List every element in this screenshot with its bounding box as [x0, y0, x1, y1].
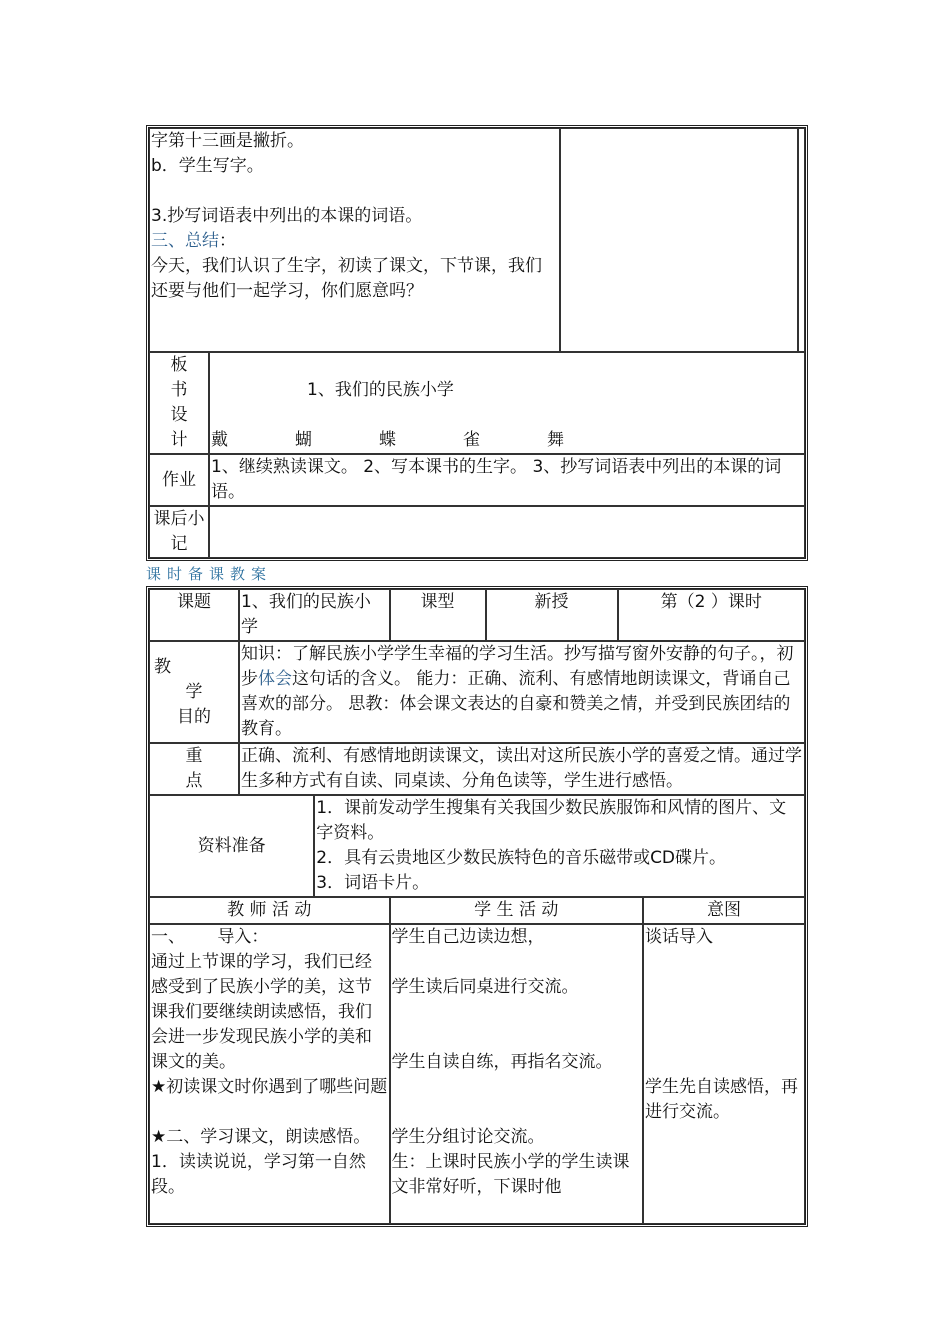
goal-label: 目的	[177, 706, 211, 727]
intent-spacer	[645, 1025, 803, 1050]
board-word: 蝶	[379, 430, 396, 450]
student-text: 学生分组讨论交流。	[391, 1127, 545, 1147]
topic-value: 1、我们的民族小学	[239, 589, 390, 641]
notes-label: 课后小记	[149, 506, 209, 558]
student-text: 学生读后同桌进行交流。	[391, 977, 579, 997]
summary-prefix: 三、	[151, 231, 185, 251]
material-item: 2．具有云贵地区少数民族特色的音乐磁带或CD碟片。	[316, 848, 727, 868]
topic-label: 课题	[149, 589, 239, 641]
student-text: 生：上课时民族小学的学生读课文非常好听，下课时他	[391, 1152, 630, 1197]
header-intent: 意图	[643, 897, 805, 924]
student-spacer	[392, 1100, 641, 1125]
teacher-text: ★二、学习课文，朗读感悟。	[151, 1127, 371, 1147]
teacher-line: 字第十三画是撇折。	[151, 131, 304, 151]
student-activity-cell	[390, 924, 643, 1224]
header-teacher: 教 师 活 动	[149, 897, 390, 924]
board-label-char: 计	[170, 430, 188, 450]
goal-label: 学	[185, 681, 203, 702]
board-word: 舞	[547, 430, 564, 450]
header-student: 学 生 活 动	[390, 897, 643, 924]
notes-content	[209, 506, 805, 558]
teacher-activity-cell	[149, 924, 390, 1224]
board-label-cell	[149, 352, 209, 454]
lesson-table-part2	[146, 586, 808, 1227]
material-row	[149, 795, 805, 897]
header-row	[149, 897, 805, 924]
goal-text-a: 知识：了解民族小学学生幸福的学习生活。抄写描写窗外安静的句子。，初步	[241, 644, 794, 689]
caption-title: 课时备课教案	[146, 565, 273, 583]
teacher-spacer	[151, 1100, 388, 1125]
type-value: 新授	[486, 589, 618, 641]
student-spacer	[392, 950, 641, 975]
key-label-cell	[149, 743, 239, 795]
activity-row	[149, 128, 805, 352]
teacher-line: b．学生写字。	[151, 156, 264, 176]
board-word: 蝴	[295, 430, 312, 450]
material-list	[314, 795, 805, 897]
summary-text: 今天，我们认识了生字，初读了课文，下节课，我们还要与他们一起学习，你们愿意吗？	[151, 256, 542, 301]
teacher-text: 1．读读说说，学习第一自然段。	[151, 1152, 366, 1197]
goal-text-b: 这句话的含义。 能力：正确、流利、有感情地朗读课文，背诵自己喜欢的部分。 思教：体会课文表达的自豪和赞美之情，并受到民族团结的教育。	[241, 669, 791, 739]
student-text: 学生自读自练，再指名交流。	[391, 1052, 613, 1072]
type-label: 课型	[390, 589, 486, 641]
goal-label-cell	[149, 641, 239, 743]
intent-text: 学生先自读感悟，再进行交流。	[645, 1077, 798, 1122]
board-label-char: 板	[170, 355, 188, 375]
board-label-char: 书	[170, 380, 188, 400]
student-spacer	[392, 1075, 641, 1100]
teacher-activity-cell	[149, 128, 560, 352]
topic-row	[149, 589, 805, 641]
board-design-row	[149, 352, 805, 454]
board-content-cell	[209, 352, 805, 454]
material-label: 资料准备	[149, 795, 314, 897]
goal-row	[149, 641, 805, 743]
intent-cell	[643, 924, 805, 1224]
board-label-char: 设	[170, 405, 188, 425]
summary-heading	[151, 229, 558, 254]
board-word: 雀	[463, 430, 480, 450]
material-item: 1．课前发动学生搜集有关我国少数民族服饰和风情的图片、文字资料。	[316, 798, 787, 843]
board-title: 1、我们的民族小学	[307, 380, 454, 400]
material-item: 3．词语卡片。	[316, 873, 430, 893]
teacher-line: 3.抄写词语表中列出的本课的词语。	[151, 206, 423, 226]
goal-text-link: 体会	[258, 669, 292, 689]
intent-spacer	[645, 1050, 803, 1075]
teacher-intro: 一、 导入：	[151, 927, 269, 947]
goal-text	[239, 641, 805, 743]
homework-text: 1、继续熟读课文。 2、写本课书的生字。 3、抄写词语表中列出的本课的词语。	[209, 454, 805, 506]
intent-spacer	[645, 950, 803, 975]
intent-spacer	[645, 1000, 803, 1025]
key-text: 正确、流利、有感情地朗读课文，读出对这所民族小学的喜爱之情。通过学生多种方式有自读、同桌读、分角色读等，学生进行感悟。	[239, 743, 805, 795]
lesson-table-part1	[146, 125, 808, 561]
intent-cell	[798, 128, 805, 352]
summary-suffix: ：	[219, 231, 236, 251]
student-activity-cell	[560, 128, 798, 352]
teacher-line	[151, 179, 558, 204]
student-text: 学生自己边读边想，	[391, 927, 545, 947]
summary-word: 总结	[185, 231, 219, 251]
key-row	[149, 743, 805, 795]
activity-row	[149, 924, 805, 1224]
notes-row	[149, 506, 805, 558]
board-words	[211, 428, 803, 453]
key-label: 重	[185, 746, 203, 766]
board-word: 戴	[211, 430, 228, 450]
key-label: 点	[185, 771, 203, 791]
intent-spacer	[645, 975, 803, 1000]
period-value: 第（2 ）课时	[618, 589, 805, 641]
board-spacer	[211, 403, 803, 428]
teacher-text: 通过上节课的学习，我们已经感受到了民族小学的美，这节课我们要继续朗读感悟，我们会进一步发现民族小学的美和课文的美。	[151, 952, 372, 1072]
teacher-text: ★初读课文时你遇到了哪些问题	[151, 1077, 388, 1097]
homework-label: 作业	[149, 454, 209, 506]
intent-text: 谈话导入	[645, 927, 713, 947]
goal-label: 教	[154, 656, 171, 677]
student-spacer	[392, 1000, 641, 1025]
homework-row	[149, 454, 805, 506]
board-spacer	[211, 353, 803, 378]
student-spacer	[392, 1025, 641, 1050]
